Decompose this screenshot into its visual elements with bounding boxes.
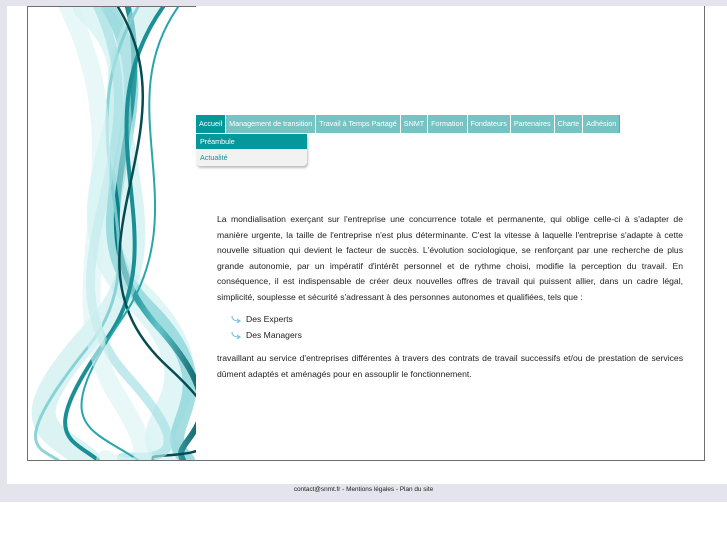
main-content [217, 212, 683, 382]
curved-arrow-icon [230, 331, 241, 339]
bullet-item [230, 312, 683, 328]
sub-navigation [196, 134, 307, 166]
bullet-item [230, 328, 683, 344]
nav-item-2[interactable]: Travail à Temps Partagé [316, 115, 401, 133]
subnav-item-1[interactable]: Actualité [200, 153, 228, 162]
nav-item-5[interactable]: Fondateurs [468, 115, 511, 133]
decorative-ribbon-image [28, 7, 196, 460]
intro-paragraph: La mondialisation exerçant sur l'entreprise une concurrence totale et permanente, qui oblige celle-ci à s'adapter de manière urgente, la taille de l'entreprise n'est plus déterminante. C'est la vitesse à laquelle l'entreprise s'adapte à cette nouvelle situation qui devient le facteur de succès. L'évolution sociologique, se renforçant par une recherche de plus grande autonomie, par un impératif d'intérêt personnel et de rythme choisi, modifie la perception du travail. En conséquence, il est indispensable de créer deux nouvelles offres de travail qui puissent allier, dans un cadre légal, simplicité, souplesse et sécurité s'adressant à des personnes autonomes et qualifiées, tels que : [217, 214, 683, 302]
main-navigation [196, 115, 620, 133]
bullet-text: Des Experts [246, 314, 293, 324]
footer-sitemap-link[interactable]: Plan du site [399, 486, 434, 493]
outro-paragraph: travaillant au service d'entreprises différentes à travers des contrats de travail successifs et/ou de prestation de services dûment adaptés et aménagés pour en assouplir le fonctionnement. [217, 353, 683, 379]
footer-separator: - [394, 486, 400, 493]
bullet-text: Des Managers [246, 329, 302, 340]
footer [0, 486, 727, 493]
nav-item-7[interactable]: Charte [555, 115, 584, 133]
curved-arrow-icon [230, 315, 241, 323]
footer-email-link[interactable]: contact@snmt.fr [293, 486, 341, 493]
subnav-item-0[interactable]: Préambule [196, 134, 307, 149]
nav-item-6[interactable]: Partenaires [511, 115, 555, 133]
nav-item-4[interactable]: Formation [428, 115, 467, 133]
footer-separator: - [340, 486, 347, 493]
bullet-list [217, 312, 683, 343]
nav-item-3[interactable]: SNMT [401, 115, 428, 133]
footer-legal-link[interactable]: Mentions légales [346, 486, 395, 493]
nav-item-1[interactable]: Management de transition [226, 115, 316, 133]
nav-item-0[interactable]: Accueil [196, 115, 226, 133]
nav-item-8[interactable]: Adhésion [583, 115, 620, 133]
